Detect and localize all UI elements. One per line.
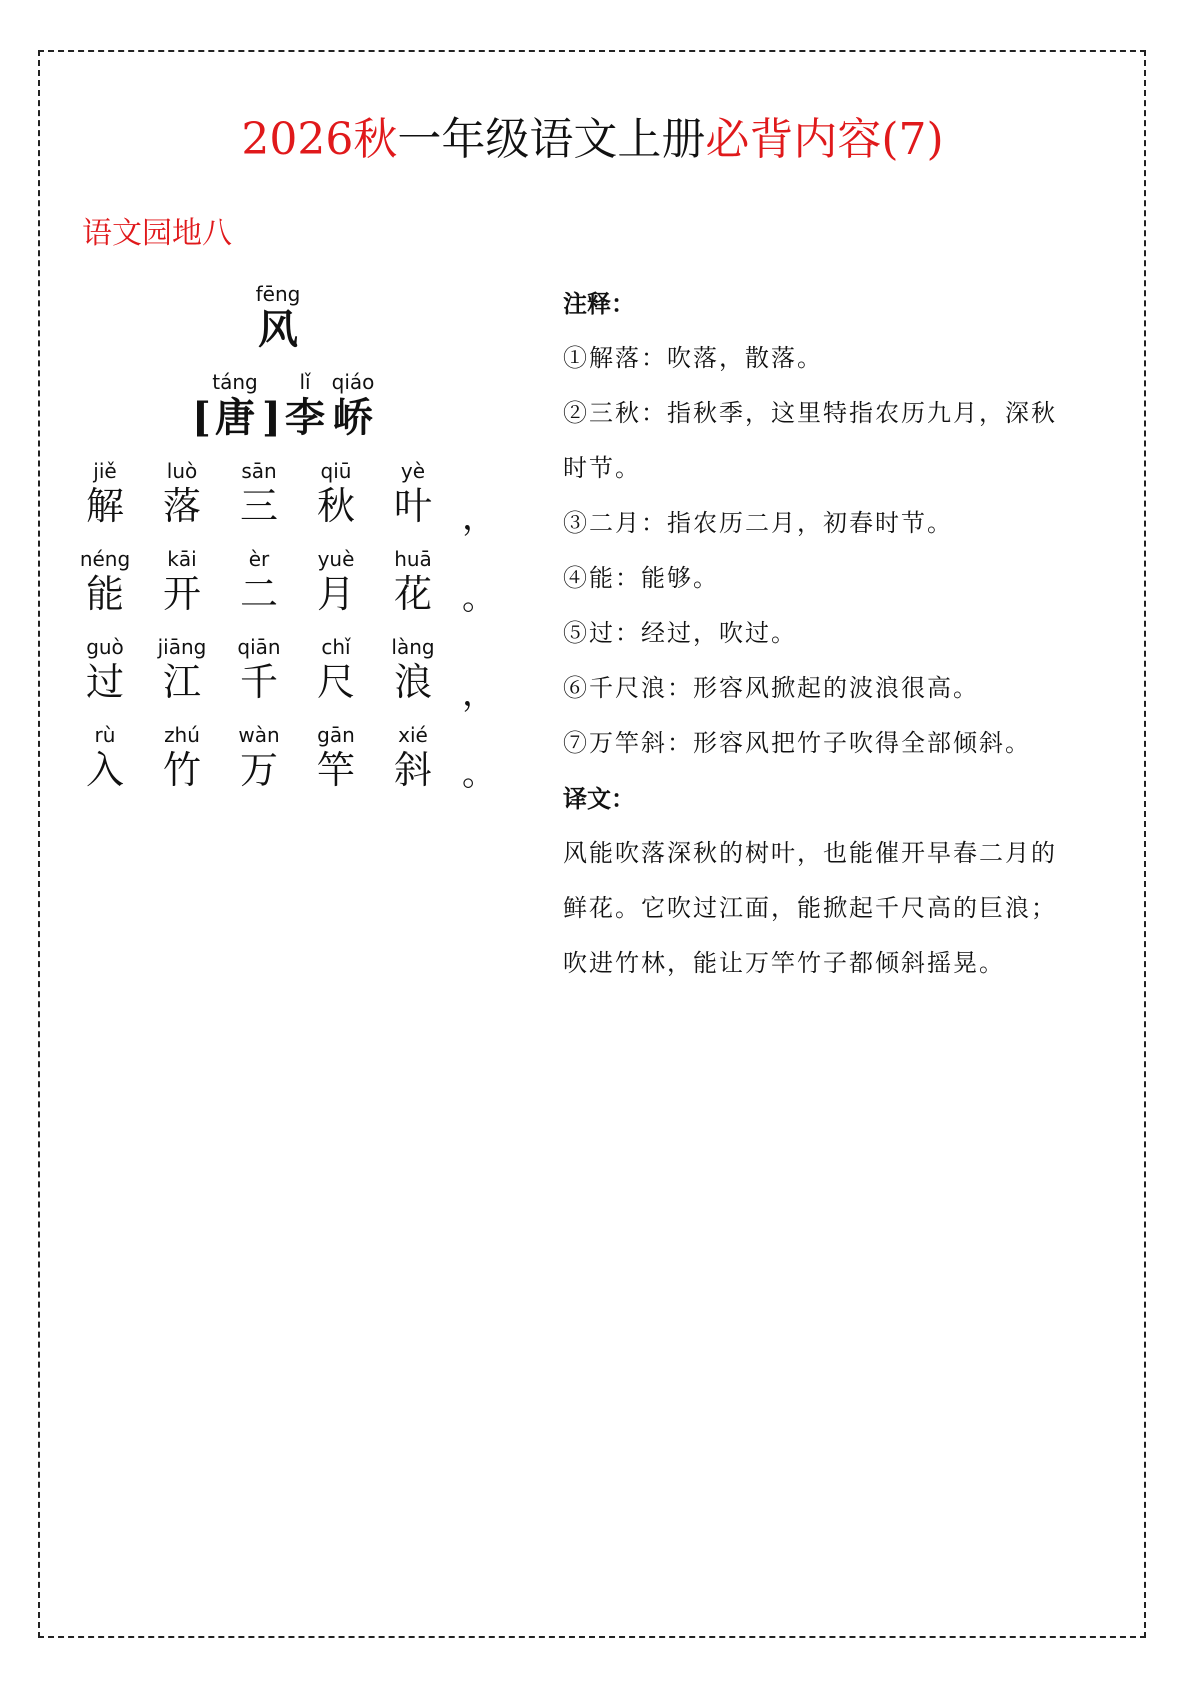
poem-char [373,635,453,705]
note-line: ⑦万竿斜：形容风把竹子吹得全部倾斜。 [563,729,1031,757]
pinyin: yè [400,459,426,483]
poem-char [142,547,222,617]
pinyin: guò [86,635,124,659]
poem-char [65,723,145,793]
hanzi: 竹 [162,748,201,792]
poem-char [142,723,222,793]
title-subject: 一年级语文上册 [397,114,706,165]
hanzi: 峤 [333,394,373,441]
punctuation: 。 [462,754,496,794]
section-heading: 语文园地八 [82,216,232,251]
hanzi: 李 [285,394,325,441]
pinyin: jiāng [157,635,207,659]
hanzi: 斜 [393,748,432,792]
poem-char [219,459,299,529]
pinyin: lǐ [299,370,311,394]
note-line: 时节。 [563,454,641,482]
poem-char [296,547,376,617]
punctuation: ， [462,674,496,714]
poem-char [296,459,376,529]
poem-char [219,635,299,705]
bracket-open: [ [192,394,211,441]
hanzi: 竿 [316,748,355,792]
page-title [0,112,1185,168]
pinyin: jiě [93,459,117,483]
hanzi: 花 [393,572,432,616]
note-line: ①解落：吹落，散落。 [563,344,823,372]
pinyin: qiān [237,635,281,659]
pinyin: zhú [164,723,200,747]
pinyin: èr [248,547,270,571]
poem-char [296,635,376,705]
pinyin: yuè [317,547,355,571]
hanzi: 万 [239,748,278,792]
hanzi: 入 [85,748,124,792]
hanzi: 风 [258,306,298,353]
pinyin: fēng [255,282,301,306]
poem-char [142,459,222,529]
translation-line: 风能吹落深秋的树叶，也能催开早春二月的 [563,839,1057,867]
poem-char [65,635,145,705]
pinyin: làng [391,635,435,659]
poem-char [219,547,299,617]
hanzi: 千 [239,660,278,704]
hanzi: 三 [239,484,278,528]
pinyin: xié [398,723,428,747]
poem-char [65,459,145,529]
pinyin: gān [317,723,355,747]
hanzi: 叶 [393,484,432,528]
hanzi: 江 [162,660,201,704]
poem-char [65,547,145,617]
poem-char [219,723,299,793]
note-line: ②三秋：指秋季，这里特指农历九月，深秋 [563,399,1057,427]
hanzi: 尺 [316,660,355,704]
title-year: 2026秋 [241,114,398,165]
note-line: ⑥千尺浪：形容风掀起的波浪很高。 [563,674,979,702]
hanzi: 秋 [316,484,355,528]
poem-char [373,547,453,617]
pinyin: qiáo [331,370,375,394]
poem-char [142,635,222,705]
pinyin: wàn [238,723,280,747]
poem-title [238,282,318,354]
poem-char [373,459,453,529]
poem-char [373,723,453,793]
hanzi: 过 [85,660,124,704]
pinyin: luò [166,459,198,483]
title-topic: 必背内容(7) [705,114,944,165]
translation-line: 吹进竹林，能让万竿竹子都倾斜摇晃。 [563,949,1005,977]
hanzi: 能 [85,572,124,616]
hanzi: 唐 [215,394,255,441]
note-line: ③二月：指农历二月，初春时节。 [563,509,953,537]
pinyin: sān [241,459,277,483]
note-line: ④能：能够。 [563,564,719,592]
bracket-close: ] [262,394,281,441]
hanzi: 开 [162,572,201,616]
pinyin: huā [394,547,432,571]
translation-heading: 译文： [563,784,635,813]
author-name-char [313,370,393,442]
hanzi: 落 [162,484,201,528]
translation-line: 鲜花。它吹过江面，能掀起千尺高的巨浪； [563,894,1057,922]
hanzi: 月 [316,572,355,616]
punctuation: ， [462,498,496,538]
pinyin: néng [79,547,131,571]
notes-heading: 注释： [563,289,635,318]
hanzi: 浪 [393,660,432,704]
pinyin: qiū [320,459,352,483]
hanzi: 二 [239,572,278,616]
pinyin: rù [94,723,116,747]
poem-char [296,723,376,793]
notes-panel [563,276,1123,991]
punctuation: 。 [462,578,496,618]
pinyin: kāi [167,547,197,571]
pinyin: chǐ [321,635,351,659]
pinyin: táng [212,370,258,394]
note-line: ⑤过：经过，吹过。 [563,619,797,647]
hanzi: 解 [85,484,124,528]
